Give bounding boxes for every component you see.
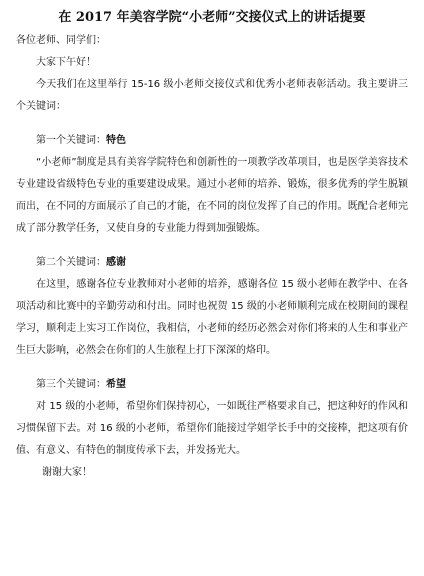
document-title: 在 2017 年美容学院“小老师”交接仪式上的讲话提要 (58, 10, 366, 25)
section-1-heading (16, 130, 408, 152)
intro-paragraph: 今天我们在这里举行 15-16 级小老师交接仪式和优秀小老师表彰活动。我主要讲三个关键词： (16, 79, 408, 112)
hello-line: 大家下午好！ (36, 57, 96, 68)
section-3-heading (16, 374, 408, 396)
closing-thanks: 谢谢大家！ (42, 467, 92, 478)
section-3-body: 对 15 级的小老师，希望你们保持初心，一如既往严格要求自己，把这种好的作风和习惯保留下去。对 16 级的小老师，希望你们能接过学姐学长手中的交接棒，把这项有价值、有意义、有特色的制度传承下去，并发扬光大。 (16, 401, 408, 456)
spacer (16, 362, 408, 374)
section-2-heading (16, 252, 408, 274)
spacer (16, 240, 408, 252)
section-2-heading-prefix: 第二个关键词： (36, 257, 106, 268)
section-1-keyword: 特色 (106, 135, 126, 146)
greeting: 各位老师、同学们： (16, 35, 106, 46)
spacer (16, 118, 408, 130)
section-2-keyword: 感谢 (106, 257, 126, 268)
section-3-keyword: 希望 (106, 379, 126, 390)
section-1-body: “小老师”制度是具有美容学院特色和创新性的一项教学改革项目，也是医学美容技术专业建设省级特色专业的重要建设成果。通过小老师的培养、锻炼，很多优秀的学生脱颖而出，在不同的方面展示了自己的才能，在不同的岗位发挥了自己的作用。既配合老师完成了部分教学任务，又使自身的专业能力得到加强锻炼。 (16, 157, 408, 234)
section-1-heading-prefix: 第一个关键词： (36, 135, 106, 146)
section-3-heading-prefix: 第三个关键词： (36, 379, 106, 390)
section-2-body: 在这里，感谢各位专业教师对小老师的培养，感谢各位 15 级小老师在教学中、在各项活动和比赛中的辛勤劳动和付出。同时也祝贺 15 级的小老师顺利完成在校期间的课程学习，顺利走上实习工作岗位，我相信，小老师的经历必然会对你们将来的人生和事业产生巨大影响，必然会在你们的人生旅程上打下深深的烙印。 (16, 279, 408, 356)
